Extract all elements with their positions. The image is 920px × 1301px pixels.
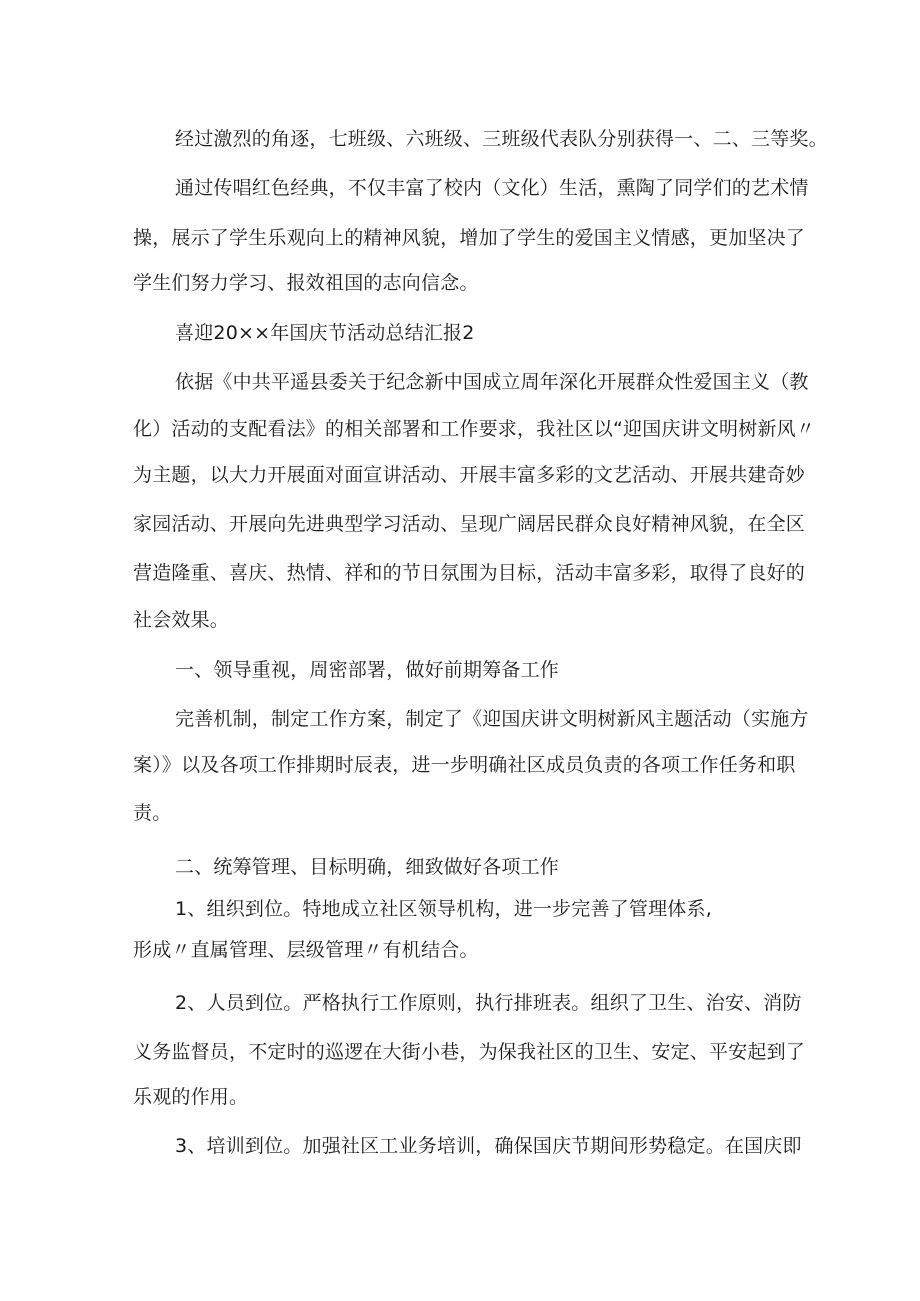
text-line: 形成〃直属管理、层级管理〃有机结合。 — [133, 939, 479, 961]
text-line: 完善机制，制定工作方案，制定了《迎国庆讲文明树新风主题活动（实施方 — [175, 708, 809, 730]
text-line: 责。 — [133, 802, 172, 824]
text-line: 2、人员到位。严格执行工作原则，执行排班表。组织了卫生、治安、消防 — [175, 992, 802, 1014]
text-line: 为主题，以大力开展面对面宣讲活动、开展丰富多彩的文艺活动、开展共建奇妙 — [133, 464, 806, 486]
text-line: 营造隆重、喜庆、热情、祥和的节日氛围为目标，活动丰富多彩，取得了良好的 — [133, 562, 806, 584]
text-line: 通过传唱红色经典，不仅丰富了校内（文化）生活，熏陶了同学们的艺术情 — [175, 177, 809, 199]
text-line: 义务监督员，不定时的巡逻在大街小巷，为保我社区的卫生、安定、平安起到了 — [133, 1041, 806, 1063]
text-line: 案）》以及各项工作排期时辰表，进一步明确社区成员负责的各项工作任务和职 — [133, 754, 796, 776]
text-line: 3、培训到位。加强社区工业务培训，确保国庆节期间形势稳定。在国庆即 — [175, 1135, 802, 1157]
section-heading: 二、统筹管理、目标明确，细致做好各项工作 — [175, 856, 560, 878]
text-line: 依据《中共平遥县委关于纪念新中国成立周年深化开展群众性爱国主义（教 — [175, 371, 809, 393]
text-line: 经过激烈的角逐，七班级、六班级、三班级代表队分别获得一、二、三等奖。 — [175, 128, 828, 150]
text-line: 学生们努力学习、报效祖国的志向信念。 — [133, 272, 479, 294]
section-heading: 喜迎20××年国庆节活动总结汇报2 — [175, 322, 475, 344]
text-line: 社会效果。 — [133, 609, 230, 631]
text-line: 操，展示了学生乐观向上的精神风貌，增加了学生的爱国主义情感，更加坚决了 — [133, 227, 806, 249]
text-line: 化）活动的支配看法》的相关部署和工作要求，我社区以“迎国庆讲文明树新风〃 — [133, 418, 816, 440]
text-line: 1、组织到位。特地成立社区领导机构，进一步完善了管理体系, — [175, 898, 712, 920]
text-line: 家园活动、开展向先进典型学习活动、呈现广阔居民群众良好精神风貌，在全区 — [133, 513, 806, 535]
text-line: 乐观的作用。 — [133, 1086, 249, 1108]
section-heading: 一、领导重视，周密部署，做好前期筹备工作 — [175, 659, 560, 681]
